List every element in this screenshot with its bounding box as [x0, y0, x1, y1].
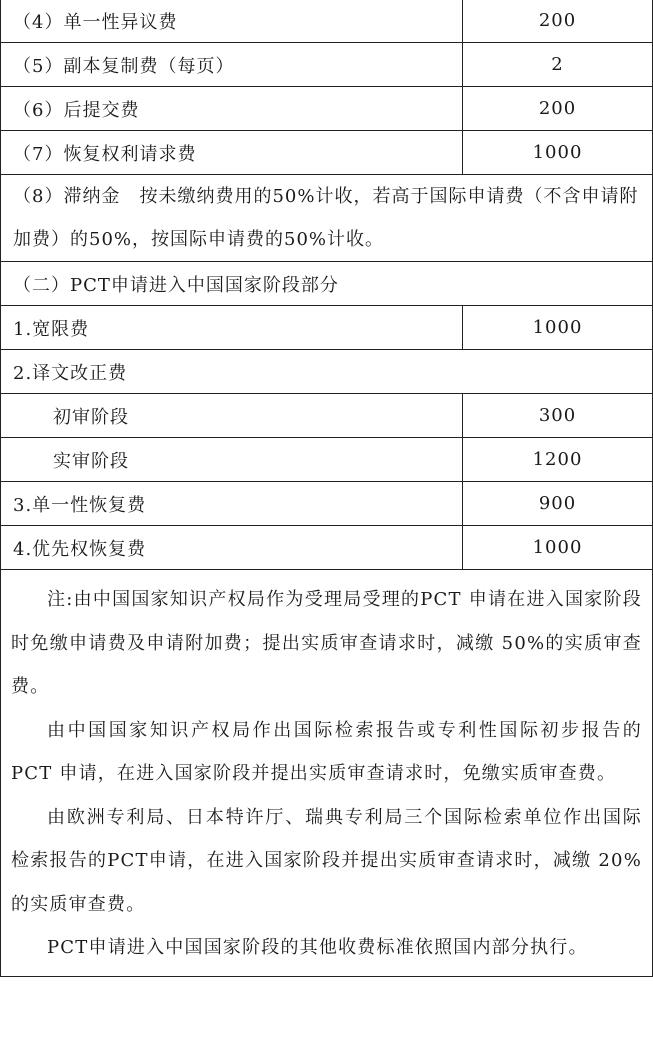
- fee-sublabel: 初审阶段: [1, 394, 463, 438]
- fee-label: （4）单一性异议费: [1, 0, 463, 43]
- fee-label: （7）恢复权利请求费: [1, 131, 463, 175]
- fee-value: 1000: [463, 131, 653, 175]
- notes-cell: [1, 570, 653, 977]
- note-paragraph: PCT申请进入中国国家阶段的其他收费标准依照国内部分执行。: [47, 937, 588, 958]
- table-row: [1, 87, 653, 131]
- table-row: [1, 0, 653, 43]
- note-paragraph: 由中国国家知识产权局作出国际检索报告或专利性国际初步报告的 PCT 申请，在进入国家阶段并提出实质审查请求时，免缴实质审查费。: [11, 719, 642, 784]
- fee-value: 1000: [463, 306, 653, 350]
- fee-value: 2: [463, 43, 653, 87]
- notes-row: [1, 570, 653, 977]
- table-row-late-fee: [1, 175, 653, 262]
- section-heading-row: [1, 262, 653, 306]
- fee-value: 300: [463, 394, 653, 438]
- table-row: [1, 350, 653, 394]
- table-row: [1, 394, 653, 438]
- fee-value: 200: [463, 0, 653, 43]
- fee-value: 1200: [463, 438, 653, 482]
- table-row: [1, 43, 653, 87]
- note-paragraph: 注:由中国国家知识产权局作为受理局受理的PCT 申请在进入国家阶段时免缴申请费及申请附加费；提出实质审查请求时，减缴 50%的实质审查费。: [11, 589, 642, 697]
- table-row: [1, 482, 653, 526]
- table-row: [1, 438, 653, 482]
- fee-label: 1.宽限费: [1, 306, 463, 350]
- fee-label: 2.译文改正费: [1, 350, 653, 394]
- fee-label: （5）副本复制费（每页）: [1, 43, 463, 87]
- table-row: [1, 306, 653, 350]
- note-paragraph: 由欧洲专利局、日本特许厅、瑞典专利局三个国际检索单位作出国际检索报告的PCT申请，在进入国家阶段并提出实质审查请求时，减缴 20%的实质审查费。: [11, 806, 642, 915]
- fee-value: 200: [463, 87, 653, 131]
- fee-label: 3.单一性恢复费: [1, 482, 463, 526]
- fee-value: 900: [463, 482, 653, 526]
- table-row: [1, 526, 653, 570]
- table-row: [1, 131, 653, 175]
- fee-label: 4.优先权恢复费: [1, 526, 463, 570]
- late-fee-text: （8）滞纳金 按未缴纳费用的50%计收，若高于国际申请费（不含申请附加费）的50%，按国际申请费的50%计收。: [1, 175, 653, 262]
- fee-value: 1000: [463, 526, 653, 570]
- section-title: （二）PCT申请进入中国国家阶段部分: [1, 262, 653, 306]
- fee-label: （6）后提交费: [1, 87, 463, 131]
- fee-sublabel: 实审阶段: [1, 438, 463, 482]
